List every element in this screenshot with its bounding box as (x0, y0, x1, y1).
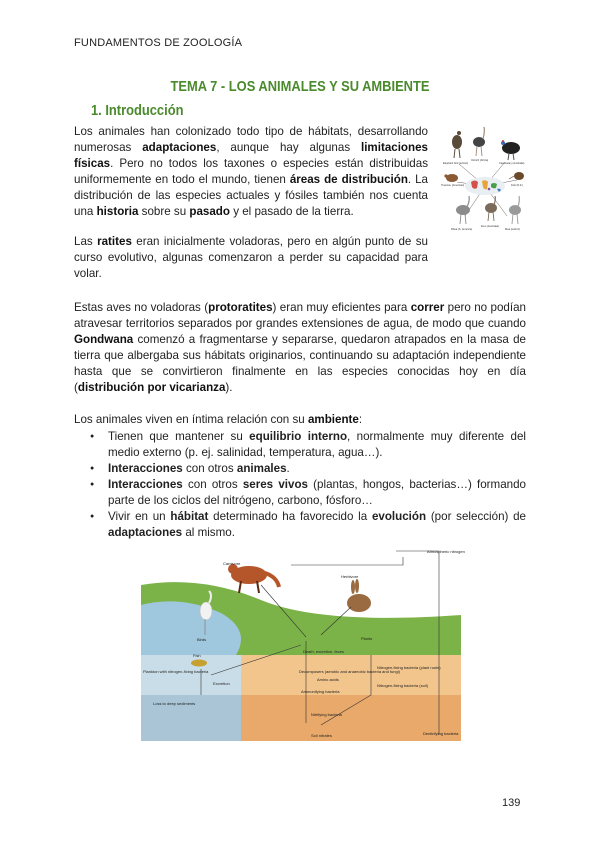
page-title: TEMA 7 - LOS ANIMALES Y SU AMBIENTE (170, 78, 430, 95)
list-item: ● Tienen que mantener su equilibrio interno, normalmente muy diferente del medio externo (p. ej. salinidad, temperatura, agua…). (74, 429, 526, 461)
label-cassowary: Cassowary (Australia) (499, 162, 525, 165)
bullet-list (74, 429, 526, 541)
fish-illustration (191, 660, 207, 667)
label-excretion: Excretion (213, 681, 230, 686)
label-decomposers: Decomposers (aerobic and anaerobic bacteria and fungi) (299, 669, 400, 674)
label-birds: Birds (197, 637, 207, 642)
paragraph-ambiente: Los animales viven en íntima relación con su ambiente: (74, 413, 363, 426)
label-nfix-root: Nitrogen-fixing bacteria (plant roots) (377, 665, 441, 670)
label-carnivore: Carnivore (223, 561, 241, 566)
running-header: FUNDAMENTOS DE ZOOLOGÍA (74, 37, 243, 49)
label-tinamou: Tinamou (Americas) (441, 184, 465, 187)
section-heading: 1. Introducción (91, 102, 184, 119)
paragraph-protoratites: Estas aves no voladoras (protoratites) eran muy eficientes para correr pero no podían atravesar territorios separados por grandes extensiones de agua, de modo que cuando Gondwana comenzó a fragmentarse y separarse, quedaron atrapados en la masa de tierra que albergaba sus hábitats originarios, continuando su adaptación independiente hasta que se convirtieron finalmente en las especies conocidas hoy en día (distribución por vicarianza). (74, 301, 526, 394)
label-moa: Moa (extinct) (505, 228, 520, 231)
paragraph-ratites: Las ratites eran inicialmente voladoras, pero en algún punto de su curso evolutivo, algunas comenzaron a perder su capacidad para volar. (74, 235, 428, 280)
label-fish: Fish (193, 653, 201, 658)
list-item: ● Interacciones con otros seres vivos (plantas, hongos, bacterias…) formando parte de los ciclos del nitrógeno, carbono, fósforo… (74, 477, 526, 509)
label-death-excretion: Death, excretion, feces (303, 649, 344, 654)
label-denitrifying-bacteria: Denitrifying bacteria (423, 731, 459, 736)
label-ostrich: Ostrich (Africa) (471, 159, 489, 162)
list-item: ● Interacciones con otros animales. (74, 461, 526, 477)
label-plants: Plants (361, 636, 373, 641)
page-number: 139 (502, 797, 521, 809)
world-map (465, 177, 505, 195)
label-nfix-soil: Nitrogen-fixing bacteria (soil) (377, 683, 428, 688)
paragraph-intro: Los animales han colonizado todo tipo de hábitats, desarrollando numerosas adaptaciones, aunque hay algunas limitaciones físicas. Pero no todos los taxones o especies están distribuidas uniformemente en todo el mundo, tienen áreas de distribución. La distribución de las especies actuales y fósiles también nos cuenta una historia sobre su pasado y el pasado de la tierra. (74, 125, 428, 218)
ratites-figure (441, 124, 529, 248)
label-soil-nitrates: Soil nitrates (311, 733, 332, 738)
label-ammonifying-bacteria: Ammonifying bacteria (301, 689, 340, 694)
nitrogen-cycle-figure (141, 545, 465, 741)
label-plankton: Plankton with nitrogen-fixing bacteria (143, 669, 209, 674)
label-rhea: Rhea (S. America) (451, 228, 473, 231)
label-elephant-bird: Elephant bird (extinct) (443, 162, 469, 165)
list-item: ● Vivir en un hábitat determinado ha favorecido la evolución (por selección) de adaptaciones al mismo. (74, 509, 526, 541)
label-amino-acids: Amino acids (317, 677, 339, 682)
label-herbivore: Herbivore (341, 574, 359, 579)
label-loss-deep-sediments: Loss to deep sediments (153, 701, 196, 706)
label-emu: Emu (Australia) (481, 225, 499, 228)
label-kiwi: Kiwi (N.Z.) (511, 184, 524, 187)
label-atmospheric-nitrogen: Atmospheric nitrogen (427, 549, 465, 554)
label-nitrifying-bacteria: Nitrifying bacteria (311, 712, 342, 717)
